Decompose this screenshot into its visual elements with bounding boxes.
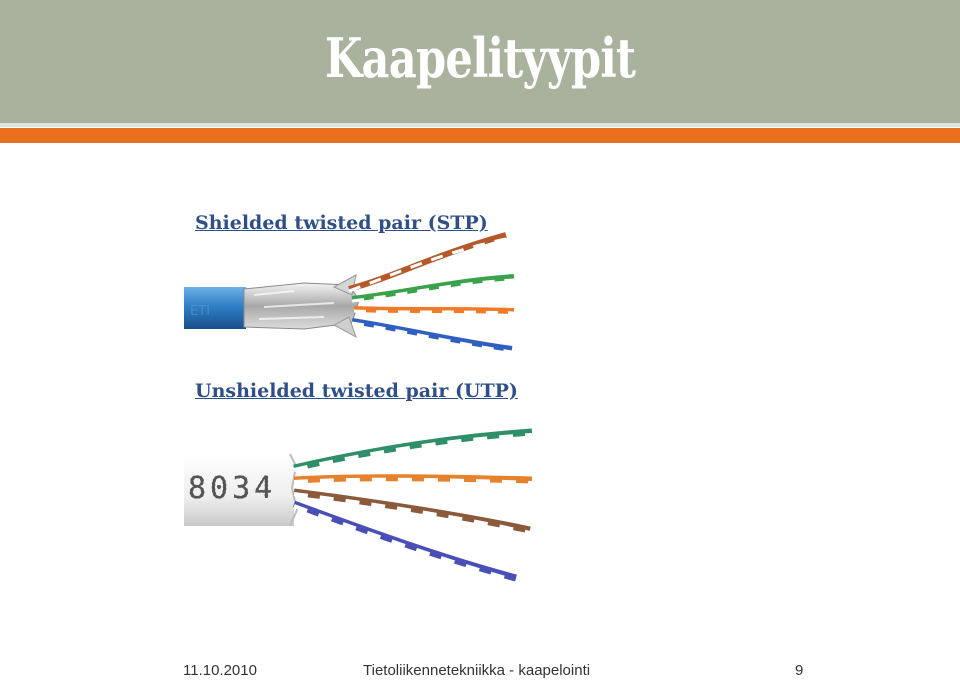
footer-date: 11.10.2010 (183, 662, 257, 679)
divider-orange (0, 128, 960, 143)
divider-light (0, 123, 960, 127)
svg-text:ΕΤΙ: ΕΤΙ (190, 304, 210, 319)
utp-pair-blue (294, 504, 516, 578)
slide-title: Kaapelityypit (324, 26, 636, 90)
utp-cable-image (184, 418, 544, 588)
stp-pair-blue (352, 321, 512, 349)
utp-jacket-print: 8034 (188, 471, 277, 506)
footer-title: Tietoliikennetekniikka - kaapelointi (363, 662, 591, 679)
utp-label: Unshielded twisted pair (UTP) (195, 380, 518, 402)
stp-cable-image (184, 225, 524, 360)
footer-page-number: 9 (795, 662, 804, 679)
title-bar (0, 0, 960, 123)
stp-label: Shielded twisted pair (STP) (195, 212, 488, 234)
